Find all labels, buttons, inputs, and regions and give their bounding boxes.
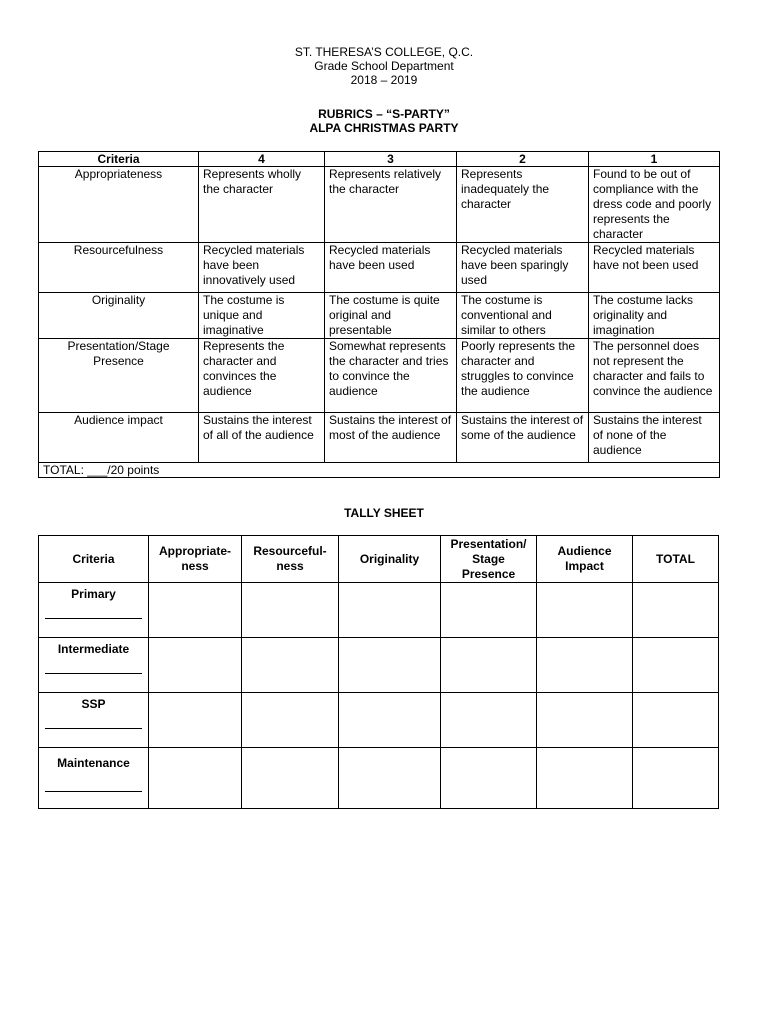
rubric-header-row xyxy=(39,152,720,167)
tally-row-label-text: Intermediate xyxy=(57,642,130,656)
tally-row-label xyxy=(39,748,149,809)
tally-total-cell[interactable] xyxy=(633,693,719,748)
rubric-cell: The costume is unique and imaginative xyxy=(199,293,325,339)
signature-line xyxy=(45,728,142,729)
rubric-cell: The personnel does not represent the character and fails to convince the audience xyxy=(589,339,720,413)
tally-score-cell[interactable] xyxy=(537,583,633,638)
signature-line xyxy=(45,673,142,674)
tally-score-cell[interactable] xyxy=(339,583,441,638)
rubric-cell: Found to be out of compliance with the dress code and poorly represents the character xyxy=(589,167,720,243)
tally-header-resourcefulness: Resourceful-ness xyxy=(242,536,339,583)
rubric-header-criteria: Criteria xyxy=(39,152,199,167)
rubric-cell: Sustains the interest of most of the audience xyxy=(325,413,457,463)
rubric-row-appropriateness xyxy=(39,167,720,243)
rubric-cell: Poorly represents the character and struggles to convince the audience xyxy=(457,339,589,413)
tally-score-cell[interactable] xyxy=(149,638,242,693)
tally-row-label-text: Primary xyxy=(71,587,116,601)
rubric-total: TOTAL: ___/20 points xyxy=(39,463,720,478)
rubric-header-1: 1 xyxy=(589,152,720,167)
rubric-cell: Represents the character and convinces the audience xyxy=(199,339,325,413)
tally-header-appropriateness: Appropriate-ness xyxy=(149,536,242,583)
rubric-row-resourcefulness xyxy=(39,243,720,293)
document-titles xyxy=(0,107,768,135)
tally-score-cell[interactable] xyxy=(339,638,441,693)
tally-score-cell[interactable] xyxy=(441,583,537,638)
tally-row-label xyxy=(39,638,149,693)
tally-row-intermediate xyxy=(39,638,719,693)
tally-sheet-title: TALLY SHEET xyxy=(344,506,424,520)
tally-row-label-text: Maintenance xyxy=(57,756,130,770)
rubric-row-originality xyxy=(39,293,720,339)
rubric-cell: Recycled materials have been sparingly used xyxy=(457,243,589,293)
tally-header-row xyxy=(39,536,719,583)
rubric-total-row xyxy=(39,463,720,478)
rubric-criteria: Resourcefulness xyxy=(39,243,199,293)
tally-row-primary xyxy=(39,583,719,638)
tally-score-cell[interactable] xyxy=(149,583,242,638)
rubric-table xyxy=(38,151,720,478)
tally-score-cell[interactable] xyxy=(149,693,242,748)
tally-header-audience-impact: Audience Impact xyxy=(537,536,633,583)
signature-line xyxy=(45,618,142,619)
rubric-cell: Sustains the interest of all of the audience xyxy=(199,413,325,463)
tally-row-label xyxy=(39,693,149,748)
rubric-row-audience-impact xyxy=(39,413,720,463)
rubric-cell: Represents wholly the character xyxy=(199,167,325,243)
signature-line xyxy=(45,791,142,792)
tally-score-cell[interactable] xyxy=(537,638,633,693)
tally-header-criteria: Criteria xyxy=(39,536,149,583)
event-title: ALPA CHRISTMAS PARTY xyxy=(309,121,459,135)
tally-header-presentation: Presentation/ Stage Presence xyxy=(441,536,537,583)
tally-row-label-text: SSP xyxy=(81,697,106,711)
tally-score-cell[interactable] xyxy=(242,693,339,748)
rubric-cell: Represents inadequately the character xyxy=(457,167,589,243)
rubric-cell: Represents relatively the character xyxy=(325,167,457,243)
rubric-cell: The costume is conventional and similar to others xyxy=(457,293,589,339)
rubric-cell: Recycled materials have not been used xyxy=(589,243,720,293)
school-year: 2018 – 2019 xyxy=(350,73,418,87)
rubric-cell: Sustains the interest of none of the audience xyxy=(589,413,720,463)
rubric-header-2: 2 xyxy=(457,152,589,167)
tally-header-total: TOTAL xyxy=(633,536,719,583)
rubric-header-3: 3 xyxy=(325,152,457,167)
tally-score-cell[interactable] xyxy=(242,748,339,809)
tally-score-cell[interactable] xyxy=(441,748,537,809)
rubric-cell: The costume lacks originality and imagination xyxy=(589,293,720,339)
tally-row-maintenance xyxy=(39,748,719,809)
tally-header-originality: Originality xyxy=(339,536,441,583)
tally-score-cell[interactable] xyxy=(339,748,441,809)
rubric-header-4: 4 xyxy=(199,152,325,167)
tally-total-cell[interactable] xyxy=(633,748,719,809)
tally-total-cell[interactable] xyxy=(633,583,719,638)
tally-score-cell[interactable] xyxy=(537,748,633,809)
tally-table xyxy=(38,535,719,809)
tally-score-cell[interactable] xyxy=(339,693,441,748)
rubric-criteria: Presentation/Stage Presence xyxy=(39,339,199,413)
rubric-cell: Recycled materials have been used xyxy=(325,243,457,293)
tally-row-label xyxy=(39,583,149,638)
tally-score-cell[interactable] xyxy=(441,638,537,693)
tally-score-cell[interactable] xyxy=(242,583,339,638)
tally-total-cell[interactable] xyxy=(633,638,719,693)
department-name: Grade School Department xyxy=(314,59,454,73)
rubric-cell: Somewhat represents the character and tries to convince the audience xyxy=(325,339,457,413)
rubric-criteria: Originality xyxy=(39,293,199,339)
tally-score-cell[interactable] xyxy=(149,748,242,809)
tally-score-cell[interactable] xyxy=(441,693,537,748)
document-header xyxy=(0,45,768,87)
rubric-row-presentation xyxy=(39,339,720,413)
rubric-criteria: Audience impact xyxy=(39,413,199,463)
rubric-cell: Sustains the interest of some of the audience xyxy=(457,413,589,463)
rubric-cell: The costume is quite original and presentable xyxy=(325,293,457,339)
rubric-cell: Recycled materials have been innovatively used xyxy=(199,243,325,293)
school-name: ST. THERESA’S COLLEGE, Q.C. xyxy=(294,45,474,59)
tally-score-cell[interactable] xyxy=(537,693,633,748)
tally-row-ssp xyxy=(39,693,719,748)
rubric-criteria: Appropriateness xyxy=(39,167,199,243)
tally-score-cell[interactable] xyxy=(242,638,339,693)
rubrics-title: RUBRICS – “S-PARTY” xyxy=(318,107,450,121)
